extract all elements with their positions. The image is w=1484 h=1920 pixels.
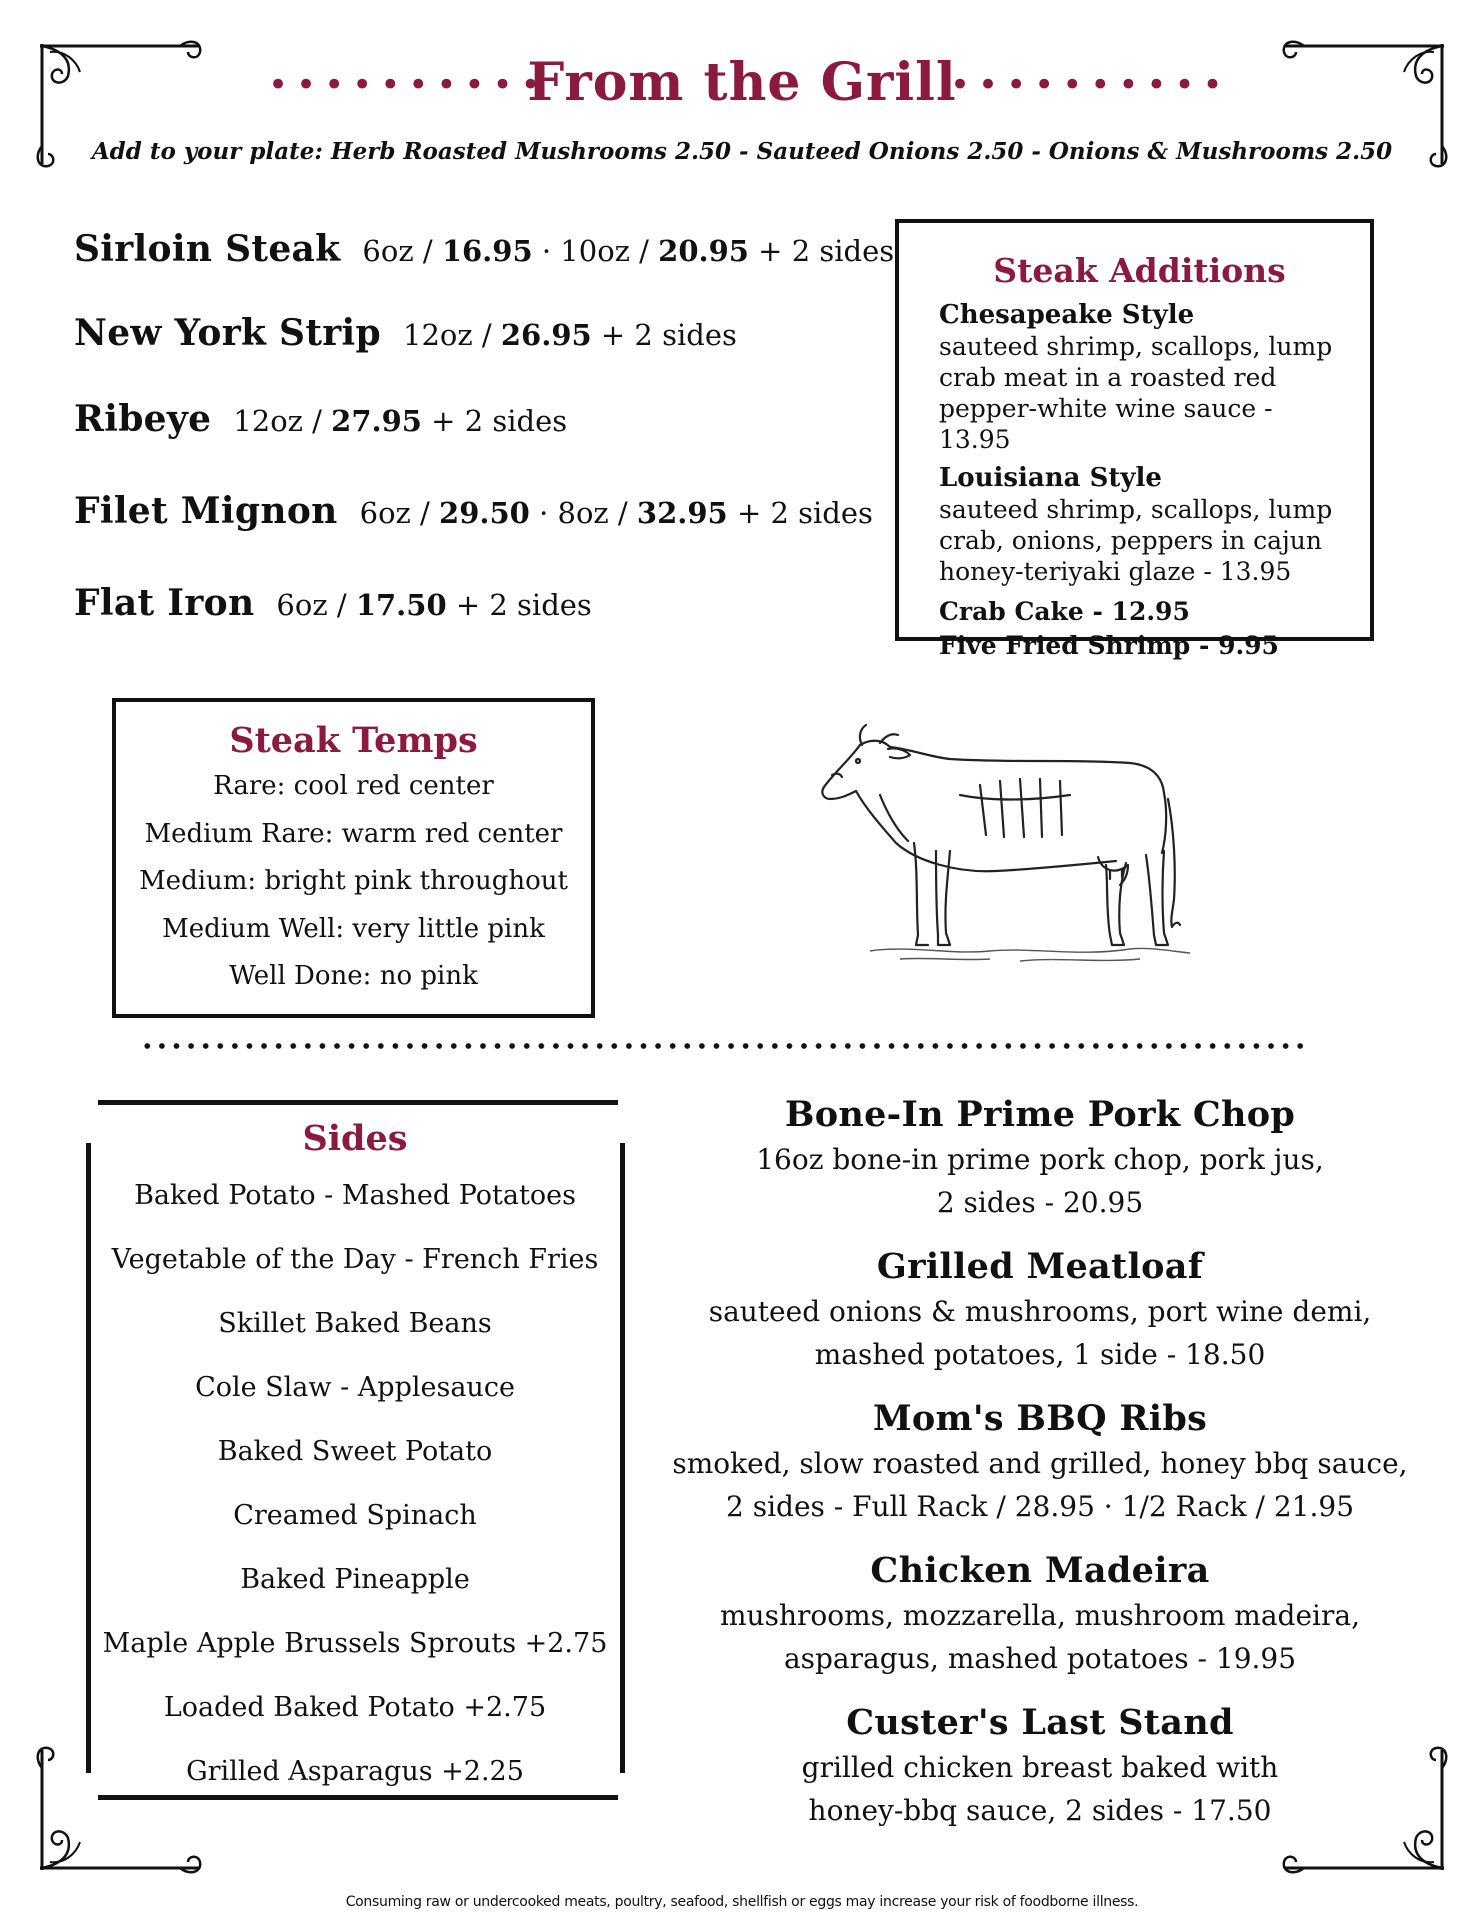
page-title: From the Grill bbox=[527, 52, 957, 113]
addition-desc: honey-teriyaki glaze - 13.95 bbox=[939, 557, 1292, 586]
entree-desc: 2 sides - 20.95 bbox=[936, 1186, 1144, 1219]
addition-name: Louisiana Style bbox=[939, 463, 1162, 493]
entree-item bbox=[660, 1092, 1420, 1224]
steak-price: 26.95 bbox=[500, 318, 592, 352]
title-dots-left: •••••••••• bbox=[268, 65, 549, 105]
addition-item bbox=[939, 463, 1340, 587]
steak-size: 12oz / bbox=[233, 404, 332, 438]
steak-size: 6oz / bbox=[362, 234, 442, 268]
sides-border-top bbox=[98, 1100, 618, 1105]
side-item: Creamed Spinach bbox=[233, 1500, 477, 1531]
steak-sides: + 2 sides bbox=[591, 318, 737, 352]
entree-item bbox=[660, 1548, 1420, 1680]
addition-desc: pepper-white wine sauce - 13.95 bbox=[939, 394, 1273, 454]
steak-size: · 8oz / bbox=[529, 496, 637, 530]
entree-desc: asparagus, mashed potatoes - 19.95 bbox=[783, 1642, 1297, 1675]
side-item: Loaded Baked Potato +2.75 bbox=[163, 1692, 547, 1723]
steak-item bbox=[74, 312, 737, 354]
entree-desc: mushrooms, mozzarella, mushroom madeira, bbox=[720, 1599, 1360, 1632]
side-item: Baked Pineapple bbox=[240, 1564, 470, 1595]
entrees-list bbox=[660, 1092, 1420, 1852]
steak-additions-box bbox=[895, 219, 1374, 660]
side-item: Grilled Asparagus +2.25 bbox=[186, 1756, 524, 1787]
temp-line: Medium: bright pink throughout bbox=[139, 866, 568, 896]
entree-name: Mom's BBQ Ribs bbox=[872, 1398, 1208, 1439]
entree-item bbox=[660, 1396, 1420, 1528]
steak-size: 12oz / bbox=[403, 318, 501, 352]
steak-item bbox=[74, 582, 592, 624]
side-item: Cole Slaw - Applesauce bbox=[195, 1372, 515, 1403]
entree-name: Chicken Madeira bbox=[870, 1550, 1210, 1591]
temp-line: Medium Rare: warm red center bbox=[144, 818, 563, 849]
steak-sides: + 2 sides bbox=[421, 404, 568, 438]
steak-size: · 10oz / bbox=[532, 234, 659, 268]
side-item: Maple Apple Brussels Sprouts +2.75 bbox=[102, 1628, 608, 1659]
title-dots-right: •••••••••• bbox=[950, 65, 1231, 105]
steak-price: 29.50 bbox=[439, 496, 530, 530]
steak-size: 6oz / bbox=[359, 496, 440, 530]
steak-sides: + 2 sides bbox=[748, 234, 895, 268]
steak-temps-box bbox=[112, 698, 595, 1018]
steak-additions-title: Steak Additions bbox=[993, 251, 1286, 290]
steak-price: 32.95 bbox=[636, 496, 728, 530]
steak-name: New York Strip bbox=[74, 312, 382, 354]
addition-desc: crab, onions, peppers in cajun bbox=[939, 526, 1323, 555]
cow-illustration-icon bbox=[810, 715, 1210, 975]
entree-item bbox=[660, 1700, 1420, 1832]
steak-size: 6oz / bbox=[276, 588, 356, 622]
entree-item bbox=[660, 1244, 1420, 1376]
footer-disclaimer: Consuming raw or undercooked meats, poultry, seafood, shellfish or eggs may increase your risk of foodborne illness. bbox=[345, 1894, 1139, 1910]
sides-border-right bbox=[620, 1143, 625, 1773]
addition-desc: sauteed shrimp, scallops, lump bbox=[939, 332, 1333, 361]
steak-price: 17.50 bbox=[355, 588, 447, 622]
side-item: Baked Sweet Potato bbox=[217, 1436, 493, 1467]
entree-desc: grilled chicken breast baked with bbox=[801, 1751, 1279, 1784]
entree-desc: sauteed onions & mushrooms, port wine demi, bbox=[708, 1295, 1372, 1328]
entree-desc: mashed potatoes, 1 side - 18.50 bbox=[814, 1338, 1266, 1371]
addition-item bbox=[939, 300, 1340, 455]
steak-name: Ribeye bbox=[74, 398, 212, 440]
sides-border-left bbox=[86, 1143, 91, 1773]
addition-single: Crab Cake - 12.95 bbox=[939, 597, 1190, 626]
steak-item bbox=[74, 398, 567, 440]
steak-name: Sirloin Steak bbox=[74, 228, 341, 270]
entree-desc: 2 sides - Full Rack / 28.95 · 1/2 Rack / 21.95 bbox=[725, 1490, 1355, 1523]
steak-price: 20.95 bbox=[658, 234, 749, 268]
steak-item bbox=[74, 228, 894, 270]
temp-line: Rare: cool red center bbox=[213, 771, 494, 801]
entree-name: Bone-In Prime Pork Chop bbox=[784, 1094, 1296, 1135]
sides-box bbox=[100, 1118, 610, 1804]
addition-single: Five Fried Shrimp - 9.95 bbox=[939, 631, 1279, 660]
section-divider bbox=[140, 1040, 1310, 1052]
addition-name: Chesapeake Style bbox=[939, 300, 1195, 330]
sides-title: Sides bbox=[302, 1118, 408, 1159]
steak-price: 27.95 bbox=[331, 404, 422, 438]
steak-name: Flat Iron bbox=[74, 582, 255, 624]
addition-desc: sauteed shrimp, scallops, lump bbox=[939, 495, 1333, 524]
side-item: Baked Potato - Mashed Potatoes bbox=[134, 1180, 576, 1211]
side-item: Skillet Baked Beans bbox=[218, 1308, 492, 1339]
temp-line: Well Done: no pink bbox=[229, 961, 478, 991]
addons-line: Add to your plate: Herb Roasted Mushrooms 2.50 - Sauteed Onions 2.50 - Onions & Mushrooms 2.50 bbox=[91, 138, 1393, 165]
temp-line: Medium Well: very little pink bbox=[162, 913, 545, 944]
entree-name: Custer's Last Stand bbox=[846, 1702, 1234, 1743]
steak-price: 16.95 bbox=[441, 234, 533, 268]
side-item: Vegetable of the Day - French Fries bbox=[111, 1244, 599, 1275]
entree-desc: 16oz bone-in prime pork chop, pork jus, bbox=[756, 1143, 1324, 1176]
entree-desc: smoked, slow roasted and grilled, honey bbq sauce, bbox=[672, 1447, 1408, 1480]
entree-desc: honey-bbq sauce, 2 sides - 17.50 bbox=[808, 1794, 1272, 1827]
steak-sides: + 2 sides bbox=[446, 588, 592, 622]
steak-temps-title: Steak Temps bbox=[229, 720, 478, 761]
steak-name: Filet Mignon bbox=[74, 490, 338, 532]
steak-sides: + 2 sides bbox=[727, 496, 873, 530]
steak-item bbox=[74, 490, 873, 532]
addition-desc: crab meat in a roasted red bbox=[939, 363, 1277, 392]
entree-name: Grilled Meatloaf bbox=[876, 1246, 1204, 1287]
